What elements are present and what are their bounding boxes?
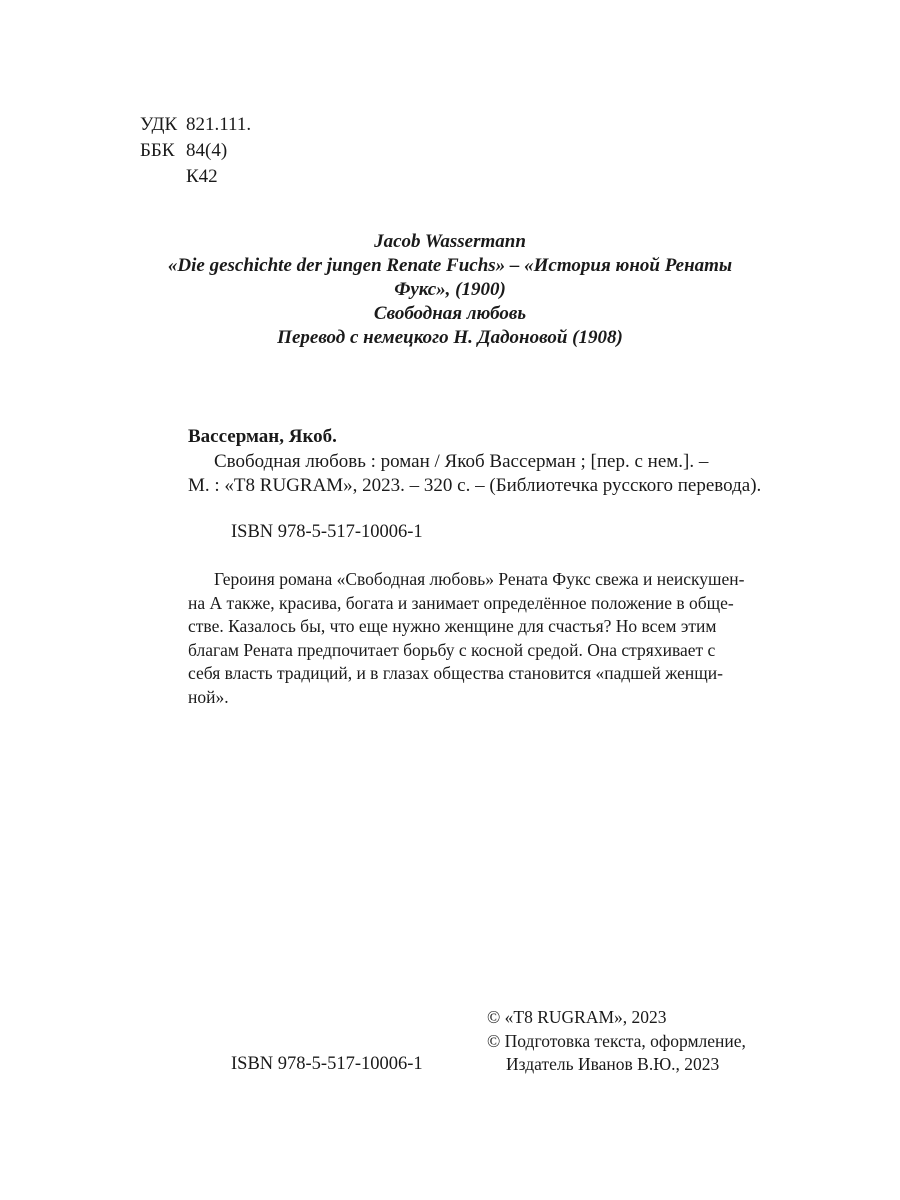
bbk-label: ББК — [140, 140, 175, 161]
catalog-line-1: Свободная любовь : роман / Якоб Вассерман ; [пер. с нем.]. – — [214, 450, 709, 472]
catalog-record — [188, 425, 788, 499]
copyright-publisher: © «Т8 RUGRAM», 2023 — [487, 1007, 667, 1027]
bbk-row — [140, 138, 251, 164]
udk-value: 821.111. — [186, 114, 252, 135]
udk-row — [140, 112, 251, 138]
isbn-top: ISBN 978-5-517-10006-1 — [231, 522, 423, 542]
bbk-value: 84(4) — [186, 140, 228, 161]
copyright-design: © Подготовка текста, оформление, — [487, 1030, 746, 1051]
annotation-line: стве. Казалось бы, что еще нужно женщине для счастья? Но всем этим — [188, 616, 717, 636]
annotation-line: на А также, красива, богата и занимает определённое положение в обще- — [188, 592, 734, 613]
russian-title: Свободная любовь — [373, 303, 527, 324]
catalog-line-2: М. : «Т8 RUGRAM», 2023. – 320 с. – (Библиотечка русского перевода). — [188, 475, 762, 496]
udk-label: УДК — [140, 114, 178, 135]
original-author: Jacob Wassermann — [374, 231, 526, 252]
classification-codes — [140, 112, 251, 190]
catalog-author: Вассерман, Якоб. — [188, 426, 337, 447]
author-mark-row — [140, 164, 251, 190]
original-title-line-2: Фукс», (1900) — [394, 279, 506, 300]
copyright-block — [487, 1006, 746, 1077]
annotation — [188, 568, 768, 709]
original-title-block — [140, 230, 760, 350]
author-mark: К42 — [186, 166, 218, 187]
translation-note: Перевод с немецкого Н. Дадоновой (1908) — [277, 327, 623, 348]
annotation-line: себя власть традиций, и в глазах общества становится «падшей женщи- — [188, 663, 723, 683]
isbn-bottom: ISBN 978-5-517-10006-1 — [231, 1054, 423, 1074]
original-title-line-1: «Die geschichte der jungen Renate Fuchs» – «История юной Ренаты — [167, 255, 733, 276]
annotation-line: благам Рената предпочитает борьбу с косной средой. Она стряхивает с — [188, 639, 716, 660]
annotation-line: Героиня романа «Свободная любовь» Рената Фукс свежа и неискушен- — [214, 569, 745, 589]
annotation-line: ной». — [188, 686, 229, 707]
copyright-publisher-name: Издатель Иванов В.Ю., 2023 — [506, 1054, 720, 1074]
